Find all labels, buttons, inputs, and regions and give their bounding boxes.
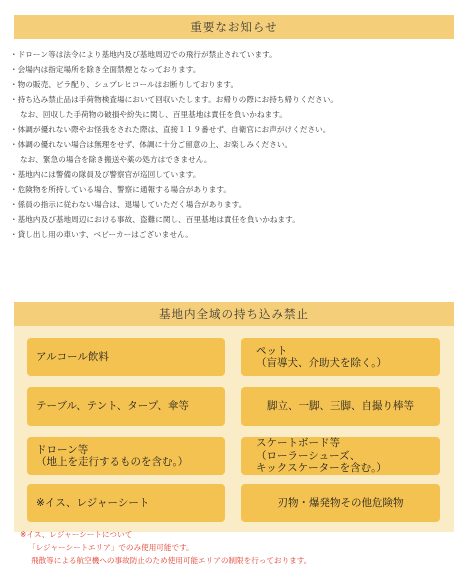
ban-item-drones: ドローン等 （地上を走行するものを含む。） xyxy=(27,437,225,475)
ban-item-weapons: 刃物・爆発物その他危険物 xyxy=(241,484,440,522)
ban-header xyxy=(14,302,454,326)
ban-item-skateboards: スケートボード等 （ローラーシューズ、 キックスケーターを含む。） xyxy=(241,437,440,475)
notice-item: ・会場内は指定場所を除き全面禁煙となっております。 xyxy=(10,65,201,74)
notice-item: ・持ち込み禁止品は手荷物検査場において回収いたします。お帰りの際にお持ち帰りください。 xyxy=(10,95,339,104)
notice-item: ・貸し出し用の車いす、ベビーカーはございません。 xyxy=(10,230,193,239)
notice-item: ・ドローン等は法令により基地内及び基地周辺での飛行が禁止されています。 xyxy=(10,50,277,59)
notice-item: なお、回収した手荷物の破損や紛失に関し、百里基地は責任を負いかねます。 xyxy=(20,110,287,119)
note-line: 「レジャーシートエリア」でのみ使用可能です。 xyxy=(28,543,194,552)
ban-title: 基地内全域の持ち込み禁止 xyxy=(159,307,309,321)
notice-item: ・基地内及び基地周辺における事故、盗難に関し、百里基地は責任を負いかねます。 xyxy=(10,215,300,224)
ban-item-stepladders: 脚立、一脚、三脚、自撮り棒等 xyxy=(241,387,440,426)
notice-item: ・基地内には警備の隊員及び警察官が巡回しています。 xyxy=(10,170,201,179)
ban-item-tables-tents: テーブル、テント、タープ、傘等 xyxy=(27,387,225,426)
banned-items-panel xyxy=(14,326,454,532)
ban-item-alcohol: アルコール飲料 xyxy=(27,338,225,376)
ban-item-pets: ペット （盲導犬、介助犬を除く。） xyxy=(241,338,440,376)
notice-item: ・係員の指示に従わない場合は、退場していただく場合があります。 xyxy=(10,200,247,209)
note-line: ※イス、レジャーシートについて xyxy=(20,530,133,539)
notice-item: ・体調が優れない際やお怪我をされた際は、直接１１９番せず、自衛官にお声がけください。 xyxy=(10,125,331,134)
notice-item: ・物の販売、ビラ配り、シュプレヒコールはお断りしております。 xyxy=(10,80,239,89)
chair-sheet-note xyxy=(20,528,460,567)
note-line: 飛散等による航空機への事故防止のため使用可能エリアの制限を行っております。 xyxy=(31,556,312,565)
notice-item: ・体調の優れない場合は無理をせず、体調に十分ご留意の上、お楽しみください。 xyxy=(10,140,293,149)
notice-item: ・危険物を所持している場合、警察に通報する場合があります。 xyxy=(10,185,232,194)
notice-list xyxy=(10,47,462,242)
notice-title: 重要なお知らせ xyxy=(190,20,278,34)
ban-item-chairs-sheets: ※イス、レジャーシート xyxy=(27,484,225,522)
notice-header xyxy=(14,15,454,39)
notice-item: なお、緊急の場合を除き搬送や薬の処方はできません。 xyxy=(20,155,212,164)
